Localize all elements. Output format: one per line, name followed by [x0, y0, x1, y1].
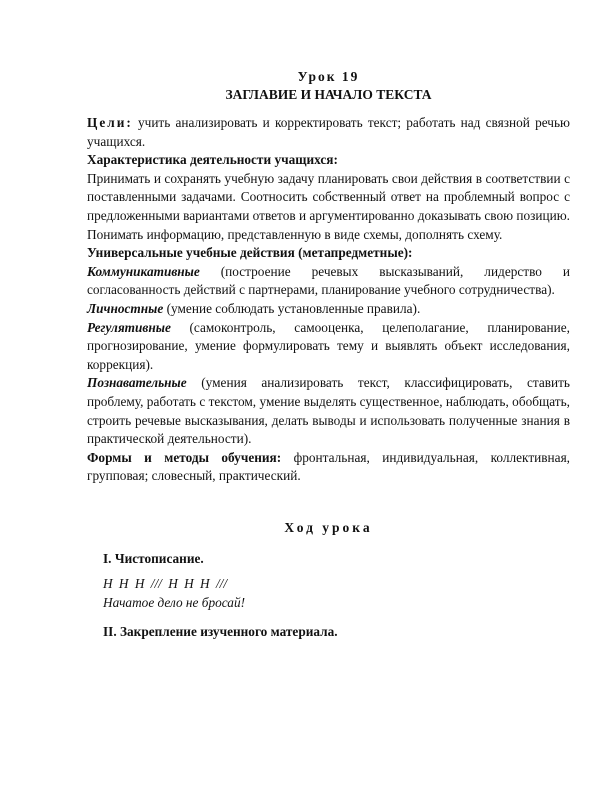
uud-heading: Универсальные учебные действия (метапредметные): — [87, 245, 413, 261]
course-body — [87, 550, 570, 641]
section-handwriting-heading: I. Чистописание. — [103, 550, 204, 566]
forms-text: фронтальная, индивидуальная, коллективная, групповая; словесный, практический. — [87, 449, 571, 484]
uud-item-personal — [87, 300, 570, 319]
uud-item-text: (умение соблюдать установленные правила). — [163, 300, 421, 316]
uud-item-text: (построение речевых высказываний, лидерство и согласованность действий с партнерами, планирование учебного сотрудничества). — [87, 263, 570, 298]
uud-item-label: Коммуникативные — [87, 263, 200, 279]
uud-item-text: (умения анализировать текст, классифицировать, ставить проблему, работать с текстом, умение выделять существенное, наблюдать, обобщать, строить речевые высказывания, делать выводы и использовать полученные знания в практической деятельности). — [87, 375, 570, 447]
goals-text: учить анализировать и корректировать текст; работать над связной речью учащихся. — [87, 115, 570, 149]
section-review-heading: II. Закрепление изученного материала. — [103, 623, 338, 639]
activity-text: Принимать и сохранять учебную задачу планировать свои действия в соответствии с поставленными задачами. Соотносить собственный ответ на проблемный вопрос с предложенными вариантами ответов и аргументированно доказывать свою позицию. Понимать информацию, представленную в виде схемы, дополнять схему. — [87, 170, 570, 242]
handwriting-pattern: Н Н Н /// Н Н Н /// — [103, 576, 228, 592]
uud-item-label: Личностные — [87, 300, 164, 316]
lesson-topic: ЗАГЛАВИЕ И НАЧАЛО ТЕКСТА — [225, 87, 432, 102]
uud-item-label: Познавательные — [87, 375, 187, 391]
uud-item-cognitive — [87, 374, 570, 448]
proverb-line: Начатое дело не бросай! — [103, 595, 246, 611]
forms-label: Формы и методы обучения: — [87, 449, 282, 465]
course-heading: Ход урока — [284, 519, 373, 535]
lesson-number: Урок 19 — [297, 69, 360, 84]
goals-paragraph — [87, 114, 570, 151]
uud-item-communicative — [87, 263, 570, 300]
forms-paragraph — [87, 449, 570, 486]
uud-item-regulatory — [87, 319, 570, 375]
activity-heading: Характеристика деятельности учащихся: — [87, 152, 338, 168]
uud-item-label: Регулятивные — [87, 319, 171, 335]
goals-label: Цели: — [87, 115, 133, 130]
uud-item-text: (самоконтроль, самооценка, целеполагание, планирование, прогнозирование, умение формулировать тему и выявлять объект исследования, коррекция). — [87, 319, 570, 372]
